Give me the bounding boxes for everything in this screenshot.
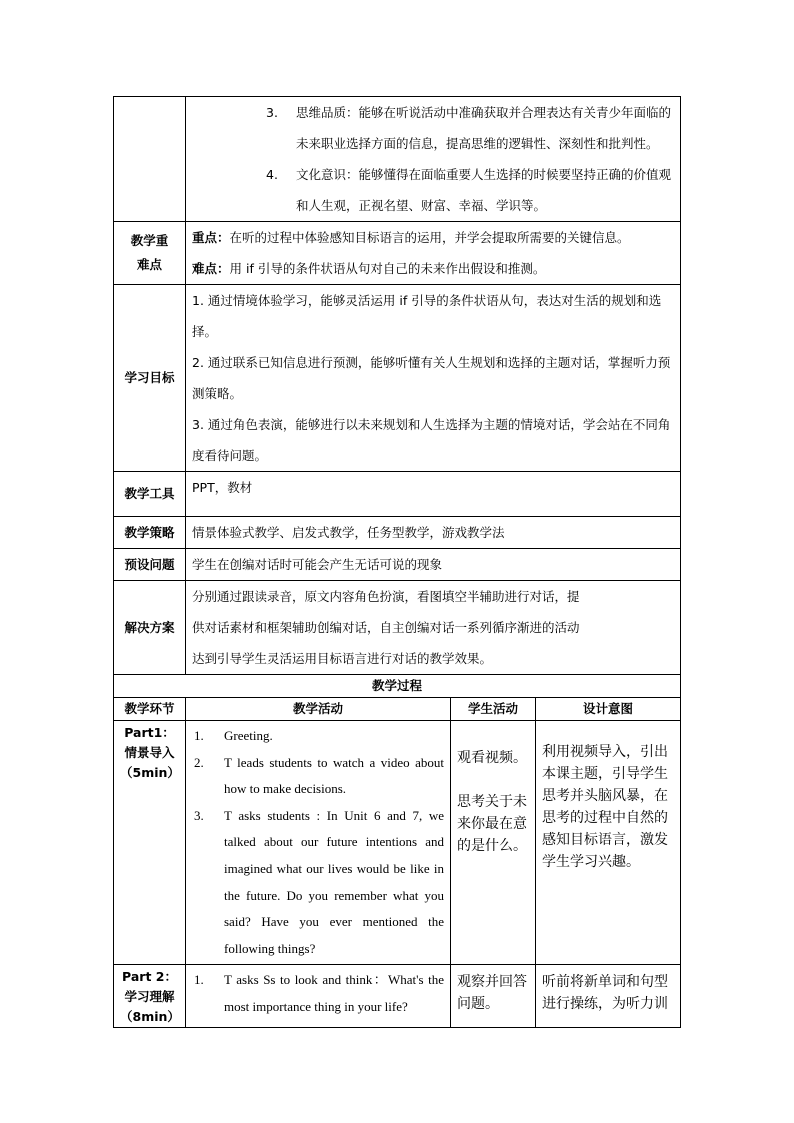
student-activity: 思考关于未来你最在意的是什么。 — [457, 794, 527, 854]
objectives-cell — [186, 97, 681, 222]
key-label: 重点： — [192, 230, 230, 245]
activity-text: Greeting. — [224, 728, 273, 743]
student-activity: 观察并回答问题。 — [457, 974, 527, 1013]
design-intent: 听前将新单词和句型进行操练，为听力训 — [542, 974, 668, 1013]
key-text: 在听的过程中体验感知目标语言的运用，并学会提取所需要的关键信息。 — [229, 230, 630, 245]
learning-goal-item: 2. 通过联系已知信息进行预测，能够听懂有关人生规划和选择的主题对话，掌握听力预测策略。 — [192, 355, 671, 401]
objective-text: 文化意识：能够懂得在面临重要人生选择的时候要坚持正确的价值观和人生观，正视名望、财富、幸福、学识等。 — [296, 167, 672, 213]
activity-text: T asks students : In Unit 6 and 7, we talked about our future intentions and imagined what our lives would be like in the future. Do you remember what you said? Have you ever mentioned the following things? — [224, 807, 444, 956]
header-activity: 教学活动 — [186, 698, 451, 721]
key-points-label: 教学重难点 — [114, 222, 186, 285]
activity-cell — [186, 721, 451, 965]
activity-cell — [186, 965, 451, 1028]
process-header-row — [114, 698, 681, 721]
activity-item — [194, 723, 444, 750]
student-cell — [451, 965, 536, 1028]
process-title: 教学过程 — [114, 675, 681, 698]
activity-text: T leads students to watch a video about how to make decisions. — [224, 754, 444, 797]
activity-item — [194, 967, 444, 1020]
student-activity: 观看视频。 — [457, 750, 527, 766]
lesson-plan-table — [113, 96, 681, 1028]
solutions-cell — [186, 581, 681, 675]
spacer — [457, 769, 529, 791]
process-row — [114, 721, 681, 965]
problems-value: 学生在创编对话时可能会产生无话可说的现象 — [186, 549, 681, 581]
activity-item — [194, 750, 444, 803]
solution-line: 达到引导学生灵活运用目标语言进行对话的教学效果。 — [192, 651, 493, 666]
objectives-continued-row — [114, 97, 681, 222]
objective-number: 4. — [266, 167, 278, 182]
design-intent: 利用视频导入，引出本课主题，引导学生思考并头脑风暴，在思考的过程中自然的感知目标语言，激发学生学习兴趣。 — [542, 744, 668, 870]
objective-number: 3. — [266, 105, 278, 120]
objective-text: 思维品质：能够在听说活动中准确获取并合理表达有关青少年面临的未来职业选择方面的信息，提高思维的逻辑性、深刻性和批判性。 — [296, 105, 672, 151]
process-title-row — [114, 675, 681, 698]
tools-label: 教学工具 — [114, 472, 186, 517]
header-student: 学生活动 — [451, 698, 536, 721]
learning-goals-row — [114, 285, 681, 472]
header-stage: 教学环节 — [114, 698, 186, 721]
strategy-value: 情景体验式教学、启发式教学，任务型教学，游戏教学法 — [186, 517, 681, 549]
stage-cell: Part1：情景导入（5min） — [114, 721, 186, 965]
strategy-label: 教学策略 — [114, 517, 186, 549]
header-intent: 设计意图 — [536, 698, 681, 721]
intent-cell — [536, 721, 681, 965]
learning-goal-item: 1. 通过情境体验学习，能够灵活运用 if 引导的条件状语从句，表达对生活的规划和选择。 — [192, 293, 662, 339]
stage-cell: Part 2：学习理解（8min） — [114, 965, 186, 1028]
problems-row — [114, 549, 681, 581]
strategy-row — [114, 517, 681, 549]
process-row — [114, 965, 681, 1028]
activity-number: 1. — [194, 728, 204, 743]
learning-goals-cell — [186, 285, 681, 472]
solutions-label: 解决方案 — [114, 581, 186, 675]
solutions-row — [114, 581, 681, 675]
solution-line: 分别通过跟读录音，原文内容角色扮演，看图填空半辅助进行对话，提 — [192, 589, 580, 604]
difficult-text: 用 if 引导的条件状语从句对自己的未来作出假设和推测。 — [229, 261, 546, 276]
tools-value: PPT，教材 — [186, 472, 681, 517]
solution-line: 供对话素材和框架辅助创编对话，自主创编对话一系列循序渐进的活动 — [192, 620, 580, 635]
activity-number: 3. — [194, 807, 204, 823]
activity-item — [194, 803, 444, 963]
learning-goals-label: 学习目标 — [114, 285, 186, 472]
activity-number: 1. — [194, 972, 204, 988]
intent-cell — [536, 965, 681, 1028]
key-point-line — [192, 222, 674, 253]
learning-goal-item: 3. 通过角色表演，能够进行以未来规划和人生选择为主题的情境对话，学会站在不同角度看待问题。 — [192, 417, 671, 463]
tools-row — [114, 472, 681, 517]
activity-text: T asks Ss to look and think：What's the most importance thing in your life? — [224, 972, 444, 1014]
key-points-row — [114, 222, 681, 285]
empty-label-cell — [114, 97, 186, 222]
problems-label: 预设问题 — [114, 549, 186, 581]
student-cell — [451, 721, 536, 965]
key-points-cell — [186, 222, 681, 285]
difficult-point-line — [192, 253, 674, 284]
objective-item — [266, 159, 672, 221]
difficult-label: 难点： — [192, 261, 230, 276]
objective-item — [266, 97, 672, 159]
activity-number: 2. — [194, 754, 204, 770]
